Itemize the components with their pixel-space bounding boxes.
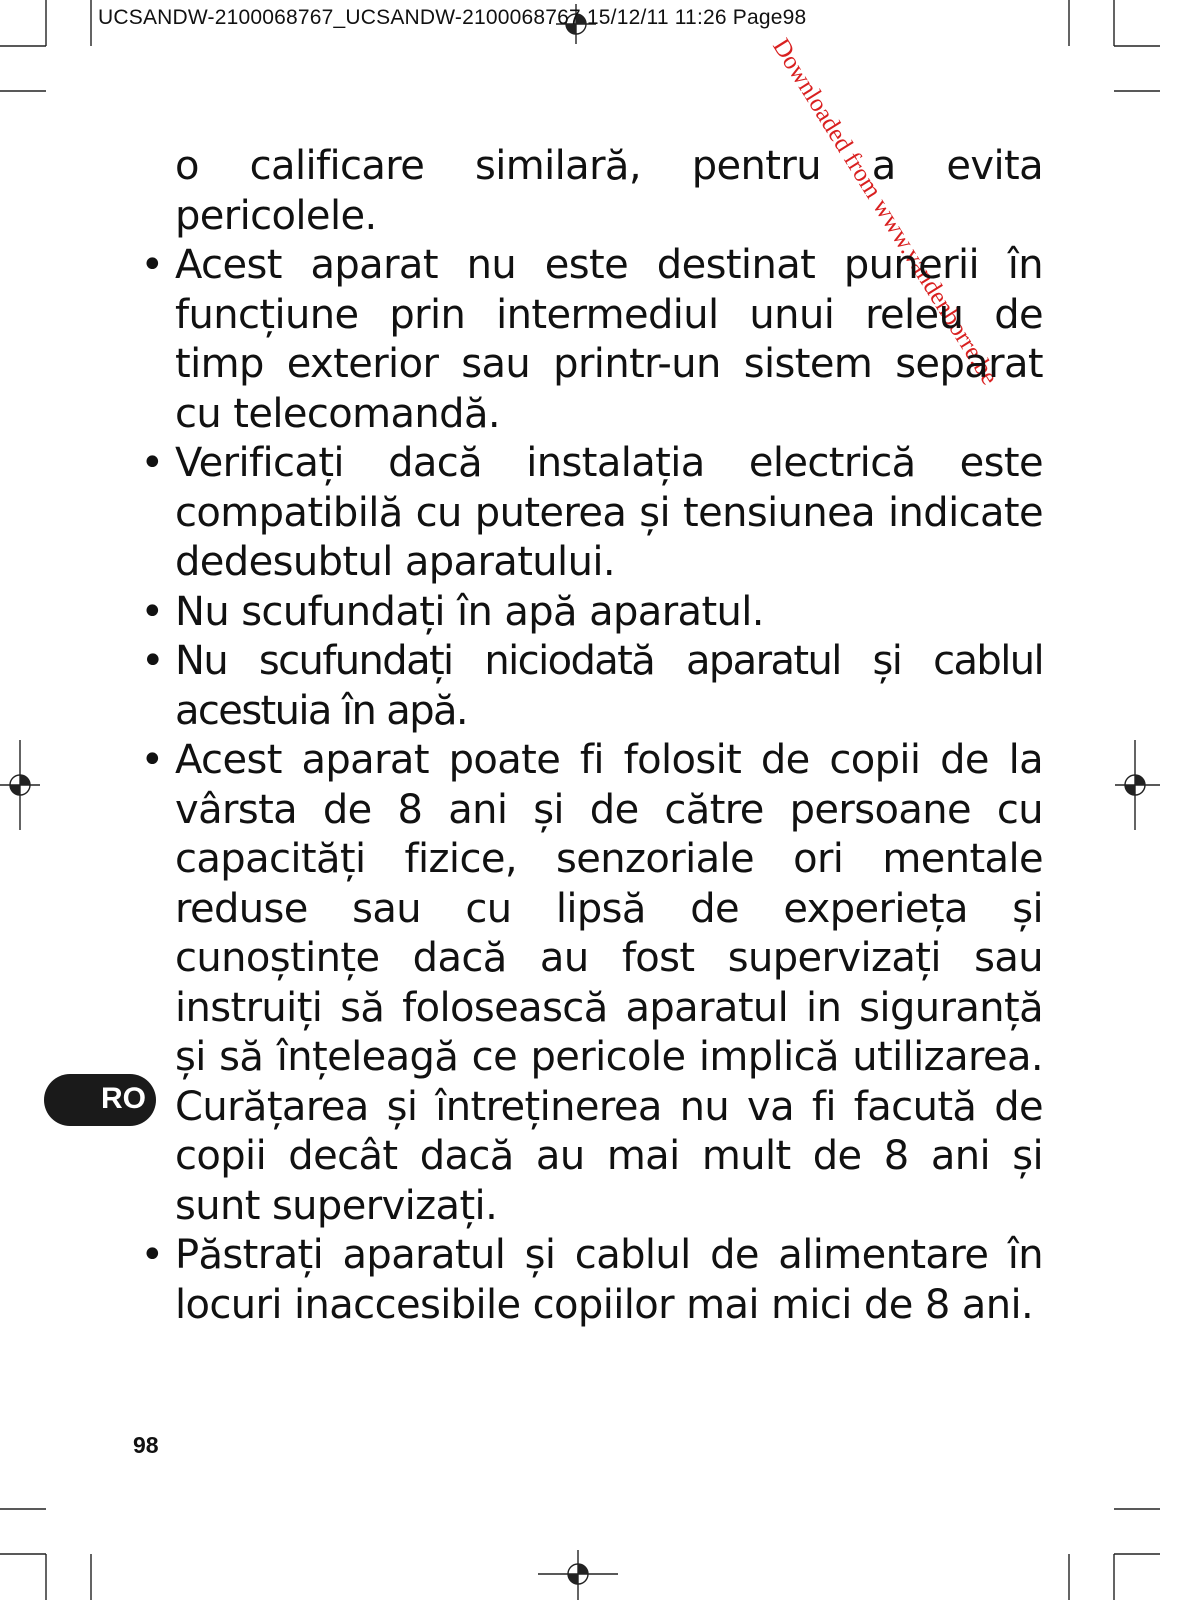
- paragraph-text: Verificați dacă instalația electrică este compatibilă cu puterea și tensiunea indicate dedesubtul aparatului.: [175, 440, 1043, 585]
- list-item: [130, 1231, 1043, 1330]
- list-item: [130, 439, 1043, 588]
- bullet: •: [140, 737, 164, 783]
- bullet: •: [140, 588, 164, 635]
- paragraph-text: Nu scufundați niciodată aparatul și cablul acestuia în apă.: [175, 638, 1043, 734]
- list-item: [130, 241, 1043, 439]
- paragraph-text: Acest aparat poate fi folosit de copii de la vârsta de 8 ani și de către persoane cu capacități fizice, senzoriale ori mentale reduse sau cu lipsă de experieța și cunoștințe dacă au fost supervizați sau instruiți să folosească aparatul in siguranță și să înțeleagă ce pericole implică utilizarea. Curățarea și întreținerea nu va fi facută de copii decât dacă au mai mult de 8 ani și sunt supervizați.: [175, 737, 1043, 1229]
- paragraph-text: Acest aparat nu este destinat punerii în funcțiune prin intermediul unui releu de timp exterior sau printr-un sistem separat cu telecomandă.: [175, 242, 1043, 437]
- language-code: RO: [101, 1082, 146, 1115]
- safety-instructions: [130, 142, 1043, 1330]
- paragraph-text: Păstrați aparatul și cablul de alimentare în locuri inaccesibile copiilor mai mici de 8 ani.: [175, 1232, 1043, 1328]
- bullet: •: [140, 242, 164, 288]
- paragraph-text: o calificare similară, pentru a evita pericolele.: [175, 143, 1043, 239]
- bullet: •: [141, 638, 163, 684]
- list-item: [130, 736, 1043, 1231]
- list-item: [130, 637, 1043, 736]
- language-badge: [44, 1074, 156, 1126]
- print-header: UCSANDW-2100068767_UCSANDW-2100068767 15/12/11 11:26 Page98: [98, 6, 807, 29]
- list-item: [130, 588, 1043, 638]
- page-number: 98: [133, 1432, 159, 1458]
- paragraph-continuation: [130, 142, 1043, 241]
- bullet: •: [140, 1232, 164, 1278]
- download-watermark: Downloaded from www.vandenborre.be: [767, 34, 1004, 390]
- bullet: •: [140, 440, 164, 486]
- paragraph-text: Nu scufundați în apă aparatul.: [175, 588, 764, 635]
